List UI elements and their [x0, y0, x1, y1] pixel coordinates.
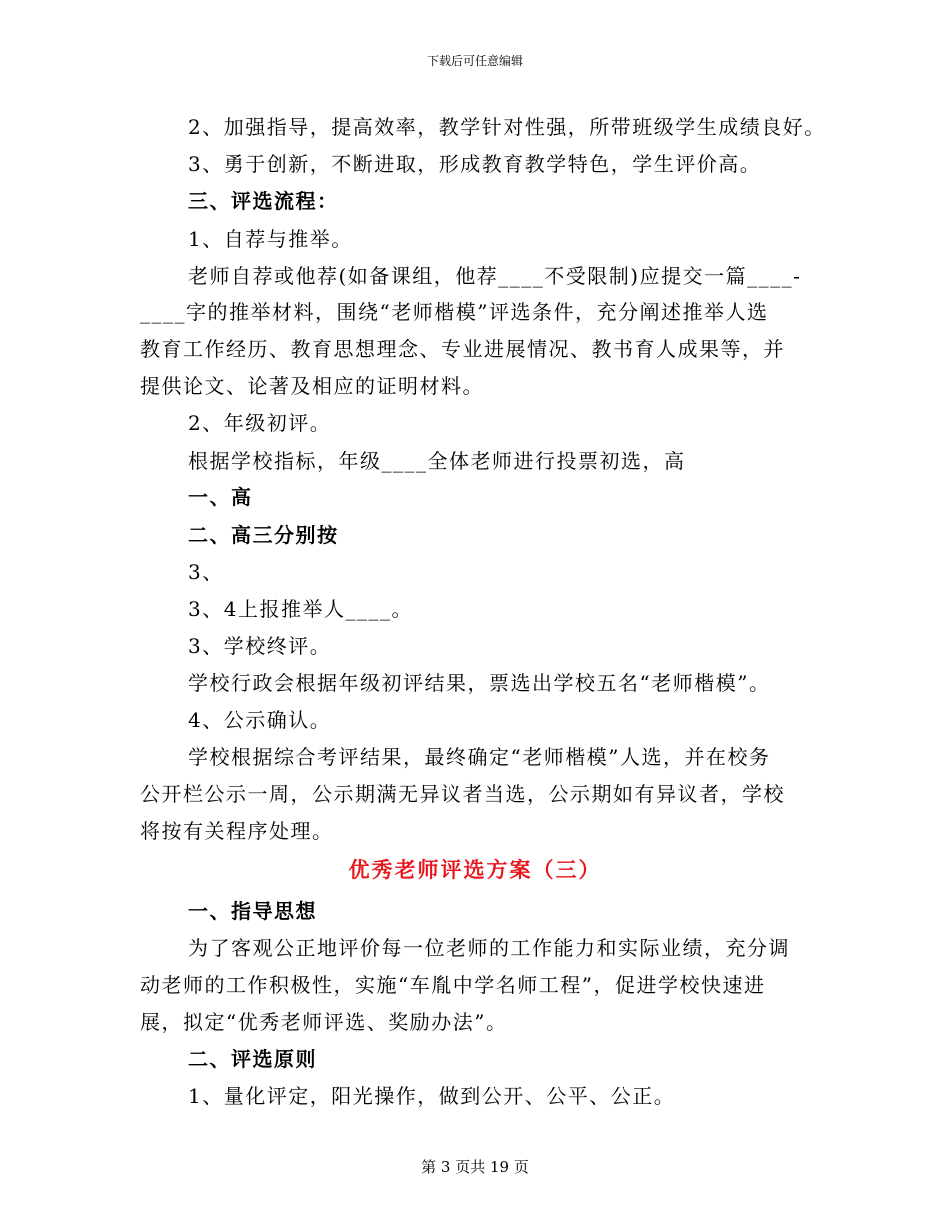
body-line: 公开栏公示一周，公示期满无异议者当选，公示期如有异议者，学校 — [140, 782, 785, 806]
criterion-3: 3、勇于创新，不断进取，形成教育教学特色，学生评价高。 — [188, 152, 762, 176]
body-line: 为了客观公正地评价每一位老师的工作能力和实际业绩，充分调 — [188, 936, 790, 960]
body-line: 提供论文、论著及相应的证明材料。 — [140, 374, 484, 398]
body-line: 学校行政会根据年级初评结果，票选出学校五名“老师楷模”。 — [188, 671, 771, 695]
step-3-heading: 3、学校终评。 — [188, 634, 332, 658]
body-line: 展，拟定“优秀老师评选、奖励办法”。 — [140, 1010, 508, 1034]
body-line: ____字的推举材料，围绕“老师楷模”评选条件，充分阐述推举人选 — [140, 300, 769, 324]
body-line: 根据学校指标，年级____全体老师进行投票初选，高 — [188, 449, 686, 473]
body-line: 3、 — [188, 560, 224, 584]
section-heading-principles: 二、评选原则 — [188, 1047, 317, 1071]
body-line-bold: 二、高三分别按 — [188, 523, 339, 547]
body-line: 3、4上报推举人____。 — [188, 597, 413, 621]
document-title: 优秀老师评选方案（三） — [348, 857, 602, 882]
step-4-heading: 4、公示确认。 — [188, 708, 332, 732]
step-2-heading: 2、年级初评。 — [188, 411, 332, 435]
body-line: 学校根据综合考评结果，最终确定“老师楷模”人选，并在校务 — [188, 745, 771, 769]
page-footer: 第 3 页共 19 页 — [421, 1158, 529, 1176]
body-line-bold: 一、高 — [188, 485, 253, 509]
principle-1: 1、量化评定，阳光操作，做到公开、公平、公正。 — [188, 1084, 676, 1108]
section-heading-guiding: 一、指导思想 — [188, 899, 317, 923]
body-line: 将按有关程序处理。 — [140, 819, 334, 843]
criterion-2: 2、加强指导，提高效率，教学针对性强，所带班级学生成绩良好。 — [188, 115, 826, 139]
section-heading-process: 三、评选流程： — [188, 189, 339, 213]
body-line: 老师自荐或他荐(如备课组，他荐____不受限制)应提交一篇____- — [188, 264, 802, 288]
body-line: 动老师的工作积极性，实施“车胤中学名师工程”，促进学校快速进 — [140, 973, 766, 997]
step-1-heading: 1、自荐与推举。 — [188, 227, 353, 251]
body-line: 教育工作经历、教育思想理念、专业进展情况、教书育人成果等，并 — [140, 337, 785, 361]
page-header: 下载后可任意编辑 — [426, 54, 523, 68]
